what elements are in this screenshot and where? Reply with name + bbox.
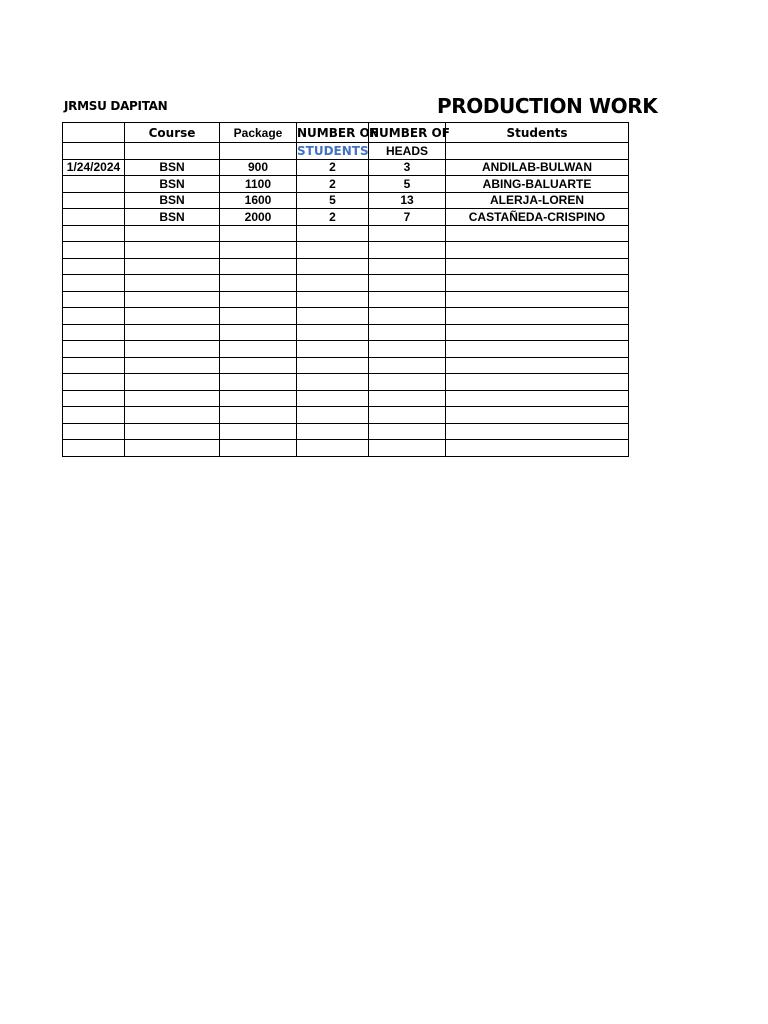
cell[interactable] <box>220 423 297 440</box>
empty-row <box>63 440 629 457</box>
cell[interactable] <box>125 407 220 424</box>
cell[interactable] <box>446 308 629 325</box>
cell[interactable] <box>63 225 125 242</box>
date-cell[interactable] <box>63 192 125 209</box>
cell[interactable] <box>446 423 629 440</box>
students-count-cell[interactable]: 2 <box>297 176 369 193</box>
students-cell[interactable]: CASTAÑEDA-CRISPINO <box>446 209 629 226</box>
cell[interactable] <box>369 357 446 374</box>
cell[interactable] <box>297 275 369 292</box>
cell[interactable] <box>446 357 629 374</box>
cell[interactable] <box>220 308 297 325</box>
header-row-2 <box>63 143 629 160</box>
students-count-cell[interactable]: 5 <box>297 192 369 209</box>
empty-row <box>63 324 629 341</box>
date-cell[interactable]: 1/24/2024 <box>63 159 125 176</box>
cell[interactable] <box>125 341 220 358</box>
cell[interactable] <box>220 341 297 358</box>
cell[interactable] <box>446 143 629 160</box>
cell[interactable] <box>297 390 369 407</box>
column-header-number-of-students[interactable]: NUMBER OF <box>297 123 369 143</box>
cell[interactable] <box>369 291 446 308</box>
date-cell[interactable] <box>63 176 125 193</box>
heads-cell[interactable]: 13 <box>369 192 446 209</box>
cell[interactable] <box>220 258 297 275</box>
cell[interactable] <box>297 407 369 424</box>
cell[interactable] <box>125 390 220 407</box>
empty-row <box>63 308 629 325</box>
cell[interactable] <box>446 242 629 259</box>
cell[interactable] <box>297 225 369 242</box>
cell[interactable] <box>297 324 369 341</box>
cell[interactable] <box>220 242 297 259</box>
cell[interactable] <box>125 143 220 160</box>
cell[interactable] <box>125 440 220 457</box>
cell[interactable] <box>369 423 446 440</box>
cell[interactable] <box>446 390 629 407</box>
cell[interactable] <box>220 291 297 308</box>
table-row <box>63 209 629 226</box>
column-header-students[interactable]: Students <box>446 123 629 143</box>
students-count-cell[interactable]: 2 <box>297 159 369 176</box>
cell[interactable] <box>220 225 297 242</box>
empty-row <box>63 357 629 374</box>
table-row <box>63 159 629 176</box>
cell[interactable] <box>297 341 369 358</box>
cell[interactable] <box>220 407 297 424</box>
cell[interactable] <box>125 258 220 275</box>
cell[interactable] <box>63 341 125 358</box>
empty-row <box>63 390 629 407</box>
cell[interactable] <box>220 275 297 292</box>
cell[interactable] <box>369 407 446 424</box>
cell[interactable] <box>297 308 369 325</box>
cell[interactable] <box>369 242 446 259</box>
header-row-1 <box>63 123 629 143</box>
cell[interactable] <box>63 275 125 292</box>
cell[interactable] <box>446 440 629 457</box>
cell[interactable] <box>297 440 369 457</box>
cell[interactable] <box>125 242 220 259</box>
cell[interactable] <box>63 143 125 160</box>
package-cell[interactable]: 900 <box>220 159 297 176</box>
cell[interactable] <box>220 357 297 374</box>
cell[interactable] <box>63 242 125 259</box>
cell[interactable] <box>220 374 297 391</box>
cell[interactable] <box>63 324 125 341</box>
production-table <box>62 122 629 457</box>
cell[interactable] <box>446 225 629 242</box>
cell[interactable] <box>220 143 297 160</box>
date-cell[interactable] <box>63 209 125 226</box>
cell[interactable] <box>369 440 446 457</box>
cell[interactable] <box>125 291 220 308</box>
cell[interactable] <box>125 275 220 292</box>
course-cell[interactable]: BSN <box>125 192 220 209</box>
cell[interactable] <box>63 407 125 424</box>
cell[interactable] <box>369 258 446 275</box>
course-cell[interactable]: BSN <box>125 159 220 176</box>
cell[interactable] <box>297 242 369 259</box>
table-row <box>63 192 629 209</box>
cell[interactable] <box>297 374 369 391</box>
cell[interactable] <box>220 390 297 407</box>
cell[interactable] <box>446 275 629 292</box>
students-count-cell[interactable]: 2 <box>297 209 369 226</box>
students-cell[interactable]: ABING-BALUARTE <box>446 176 629 193</box>
table-row <box>63 176 629 193</box>
column-subheader-students[interactable]: STUDENTS <box>297 143 369 158</box>
cell[interactable] <box>125 374 220 391</box>
cell[interactable] <box>297 291 369 308</box>
cell[interactable] <box>369 308 446 325</box>
organization-name: JRMSU DAPITAN <box>64 99 168 113</box>
cell[interactable] <box>63 374 125 391</box>
students-cell[interactable]: ALERJA-LOREN <box>446 192 629 209</box>
empty-row <box>63 242 629 259</box>
empty-row <box>63 291 629 308</box>
header-date-cell[interactable] <box>63 123 125 143</box>
heads-cell[interactable]: 3 <box>369 159 446 176</box>
empty-row <box>63 341 629 358</box>
cell[interactable] <box>446 341 629 358</box>
sheet-title-cell <box>437 91 658 121</box>
cell[interactable] <box>446 291 629 308</box>
empty-row <box>63 423 629 440</box>
course-cell[interactable]: BSN <box>125 209 220 226</box>
cell[interactable] <box>63 291 125 308</box>
cell[interactable] <box>125 324 220 341</box>
cell[interactable] <box>125 225 220 242</box>
heads-cell[interactable]: 7 <box>369 209 446 226</box>
cell[interactable] <box>369 275 446 292</box>
cell[interactable] <box>63 423 125 440</box>
empty-row <box>63 407 629 424</box>
cell[interactable] <box>446 324 629 341</box>
cell[interactable] <box>63 390 125 407</box>
column-header-number-of-heads[interactable]: NUMBER OF <box>369 123 446 143</box>
cell[interactable] <box>220 324 297 341</box>
cell[interactable] <box>446 258 629 275</box>
cell[interactable] <box>369 341 446 358</box>
empty-row <box>63 225 629 242</box>
empty-row <box>63 275 629 292</box>
column-header-course[interactable]: Course <box>125 123 220 143</box>
cell[interactable] <box>125 423 220 440</box>
cell[interactable] <box>369 390 446 407</box>
cell[interactable] <box>369 324 446 341</box>
cell[interactable] <box>297 357 369 374</box>
cell[interactable] <box>297 258 369 275</box>
cell[interactable] <box>446 407 629 424</box>
cell[interactable] <box>369 225 446 242</box>
cell[interactable] <box>446 374 629 391</box>
empty-row <box>63 258 629 275</box>
cell[interactable] <box>297 423 369 440</box>
course-cell[interactable]: BSN <box>125 176 220 193</box>
package-cell[interactable]: 2000 <box>220 209 297 226</box>
sheet-title: PRODUCTION WORK <box>437 94 658 118</box>
package-cell[interactable]: 1100 <box>220 176 297 193</box>
cell[interactable] <box>63 308 125 325</box>
cell[interactable] <box>63 258 125 275</box>
cell[interactable] <box>63 357 125 374</box>
cell[interactable] <box>369 374 446 391</box>
cell[interactable] <box>220 440 297 457</box>
package-cell[interactable]: 1600 <box>220 192 297 209</box>
column-header-package[interactable]: Package <box>220 123 297 143</box>
cell[interactable] <box>63 440 125 457</box>
heads-cell[interactable]: 5 <box>369 176 446 193</box>
cell[interactable] <box>125 308 220 325</box>
cell[interactable] <box>125 357 220 374</box>
students-cell[interactable]: ANDILAB-BULWAN <box>446 159 629 176</box>
empty-row <box>63 374 629 391</box>
column-subheader-heads[interactable]: HEADS <box>369 143 446 160</box>
